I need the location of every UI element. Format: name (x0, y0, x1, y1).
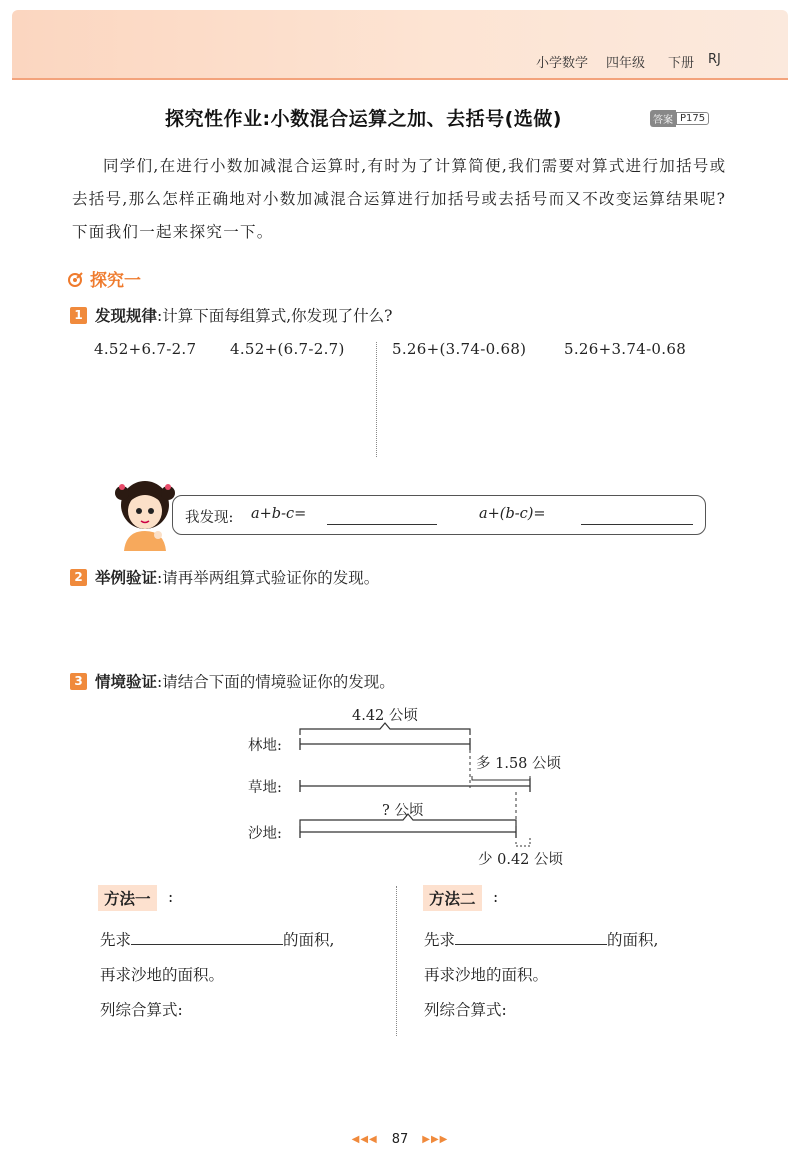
expression: 5.26+3.74-0.68 (564, 340, 687, 358)
page-number: 87 (391, 1132, 409, 1147)
answer-page: P175 (676, 112, 709, 125)
header-volume: 下册 (668, 56, 695, 71)
method-2-colon: : (493, 888, 499, 906)
forest-label: 林地: (248, 738, 282, 754)
question-text: :计算下面每组算式,你发现了什么? (157, 307, 393, 325)
page-title: 探究性作业:小数混合运算之加、去括号(选做) (165, 108, 562, 130)
question-label: 情境验证 (95, 673, 158, 691)
sand-less-brace (516, 836, 530, 846)
method-2-line-2: 再求沙地的面积。 (424, 966, 549, 984)
method-1-line-2: 再求沙地的面积。 (100, 966, 225, 984)
finding-prefix: 我发现: (185, 510, 234, 526)
method-2-line-1 (424, 928, 658, 950)
method-1-title (98, 885, 157, 911)
forest-area-label: 4.42 公顷 (352, 708, 418, 724)
method-1-line-3: 列综合算式: (100, 1001, 183, 1019)
grass-label: 草地: (248, 780, 282, 796)
question-number: 3 (70, 673, 87, 690)
method-1-line-1-suffix: 的面积, (283, 931, 335, 949)
question-label: 发现规律 (95, 307, 158, 325)
sand-less-label: 少 0.42 公顷 (478, 852, 564, 868)
method-2-line-3: 列综合算式: (424, 1001, 507, 1019)
finding-expr-2: a+(b-c)= (479, 506, 546, 522)
question-number: 1 (70, 307, 87, 324)
grass-more-brace (472, 776, 530, 780)
method-1-title-text: 方法一 (104, 890, 151, 908)
expression: 4.52+(6.7-2.7) (230, 340, 345, 358)
expression: 5.26+(3.74-0.68) (392, 340, 527, 358)
sand-label: 沙地: (248, 826, 282, 842)
method-1-line-1-prefix: 先求 (100, 931, 132, 949)
sand-bar (300, 826, 516, 838)
expression: 4.52+6.7-2.7 (94, 340, 197, 358)
forest-bar (300, 738, 470, 750)
method-2-line-1-prefix: 先求 (424, 931, 456, 949)
grass-more-label: 多 1.58 公顷 (476, 756, 562, 772)
question-text: :请结合下面的情境验证你的发现。 (157, 673, 395, 691)
method-1-blank[interactable] (131, 944, 283, 945)
method-divider (396, 886, 397, 1036)
page-footer (0, 1132, 800, 1147)
answer-label: 答案 (650, 110, 676, 127)
prev-arrows-icon: ◀◀◀ (351, 1134, 378, 1145)
section-title: 探究一 (90, 271, 141, 291)
method-1-colon: : (168, 888, 174, 906)
finding-expr-1: a+b-c= (251, 506, 307, 522)
header-subject: 小学数学 (536, 56, 589, 71)
sand-unknown-label: ? 公顷 (382, 803, 424, 819)
method-2-blank[interactable] (455, 944, 607, 945)
header-edition: RJ (708, 52, 721, 67)
question-number: 2 (70, 569, 87, 586)
intro-paragraph: 同学们,在进行小数加减混合运算时,有时为了计算简便,我们需要对算式进行加括号或去括号,那么怎样正确地对小数加减混合运算进行加括号或去括号而又不改变运算结果呢?下面我们一起来探究一下。 (72, 157, 727, 241)
next-arrows-icon: ▶▶▶ (422, 1134, 449, 1145)
method-2-title-text: 方法二 (429, 890, 476, 908)
question-text: :请再举两组算式验证你的发现。 (157, 569, 380, 587)
method-2-line-1-suffix: 的面积, (607, 931, 659, 949)
question-label: 举例验证 (95, 569, 158, 587)
header-grade: 四年级 (606, 56, 646, 71)
method-1-line-1 (100, 928, 334, 950)
method-2-title (423, 885, 482, 911)
